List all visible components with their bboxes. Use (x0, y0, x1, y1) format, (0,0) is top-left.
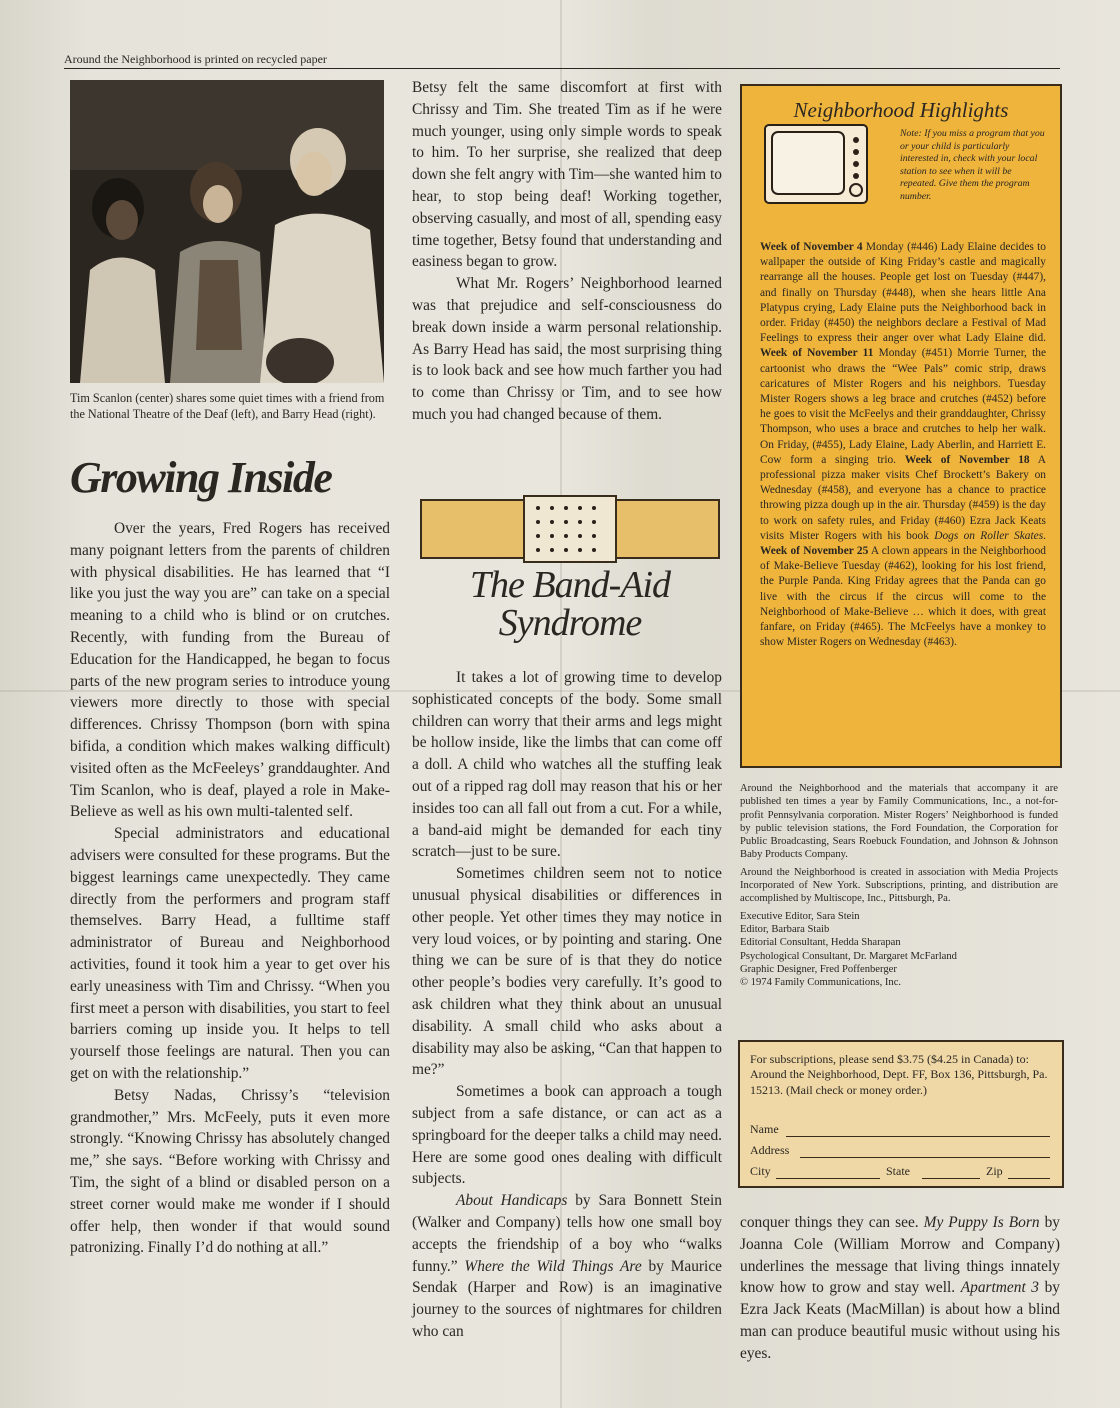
paragraph-books (412, 1190, 722, 1343)
book-text: by Maurice Sendak (Harper and Row) is an imaginative journey to the sources of nightmares for children who can (412, 1257, 722, 1340)
paragraph: Sometimes a book can approach a tough subject from a safe distance, or can act as a springboard for the deeper talks a child may need. Here are some good ones dealing with difficult subjects. (412, 1083, 722, 1188)
header-rule (64, 68, 1060, 69)
headline-band-aid-syndrome (410, 566, 730, 642)
header-tagline: Around the Neighborhood is printed on recycled paper (64, 52, 327, 66)
paragraph: Betsy felt the same discomfort at first with Chrissy and Tim. She treated Tim as if he were much younger, using only simple words to speak to him. To her surprise, she realized that deep down she felt angry with Tim—she wanted him to hear, to stop being deaf! Working together, observing casually, and most of all, spending easy time together, Betsy found that understanding and easiness began to grow. (412, 79, 722, 271)
headline-line-2: Syndrome (498, 602, 642, 644)
book-title: Where the Wild Things Are (464, 1257, 642, 1275)
television-icon (764, 124, 868, 204)
headline-line-1: The Band-Aid (469, 564, 671, 606)
article-column-2-top (412, 77, 722, 426)
book-title: About Handicaps (456, 1192, 568, 1210)
staff-line: Graphic Designer, Fred Poffenberger (740, 963, 897, 975)
credits-paragraph: Around the Neighborhood and the materials that accompany it are published ten times a year by Family Communications, Inc., a not-for-profit Pennsylvania corporation. Mister Rogers’ Neighborhood is funded by public television stations, the Ford Foundation, the Corporation for Public Broadcasting, Sears Roebuck Foundation, and Johnson & Johnson Baby Products Company. (740, 783, 1058, 861)
week-text: Monday (#451) Morrie Turner, the cartoonist who draws the “Wee Pals” comic strip, draws caricatures of Mister Rogers and his neighbors. Tuesday Mister Rogers shows a leg brace and crutches (#452) before he goes to visit the McFeelys and their granddaughter, Chrissy Thompson, who uses a brace and crutches to help her walk. On Friday, (#455), Lady Elaine, Lady Aberlin, and Harriett E. Cow form a singing trio. (760, 347, 1046, 466)
paragraph: It takes a lot of growing time to develop sophisticated concepts of the body. Some small children can worry that their arms and legs might be hollow inside, like the limbs that can come off a doll. A child who watches all the stuffing leak out of a ripped rag doll may reason that his or her insides too can all fall out from a cut. For a while, a band-aid might be demanded for each tiny scratch—just to be sure. (412, 669, 722, 861)
article-column-2-bottom (412, 667, 722, 1343)
highlights-title: Neighborhood Highlights (793, 98, 1009, 122)
week-text: A clown appears in the Neighborhood of Make-Believe Tuesday (#462), looking for his lost friend, the Purple Panda. King Friday agrees that the Panda can go live with the circus if the circus will come to the Neighborhood of Make-Believe … which it does, with great fanfare, on Friday (#465). The McFeelys have a monkey to show Mister Rogers on Wednesday (#463). (760, 545, 1046, 649)
publisher-credits (740, 782, 1058, 989)
book-title: My Puppy Is Born (923, 1214, 1040, 1231)
state-label: State (886, 1164, 910, 1178)
state-field[interactable] (922, 1178, 980, 1179)
week-text: Monday (#446) Lady Elaine decides to wallpaper the outside of King Friday’s castle and magically rearrange all the houses. People get lost on Tuesday (#447), and finally on Thursday (#448), when she hears little Ana Platypus crying, Lady Elaine puts the Neighborhood back in order. Friday (#450) the neighbors declare a Festival of Mad Feelings to express their anger over what Lady Elaine did. (760, 241, 1046, 345)
highlights-note: Note: If you miss a program that you or your child is particularly interested in, check with your local station to see when it will be repeated. Give them the program number. (900, 128, 1045, 202)
week-label: Week of November 18 (904, 453, 1030, 466)
book-text: by Ezra Jack Keats (MacMillan) is about how a blind man can produce beautiful music without using his eyes. (740, 1279, 1060, 1362)
address-label: Address (750, 1143, 790, 1157)
paragraph: What Mr. Rogers’ Neighborhood learned was that prejudice and self-consciousness do break down inside a warm personal relationship. As Barry Head has said, the most surprising thing is to look back and see how much farther you had to come than Chrissy or Tim, and to see how much you had changed because of them. (412, 275, 722, 423)
paragraph: Sometimes children seem not to notice unusual physical disabilities or differences in other people. Yet other times they may notice in very loud voices, or by pointing and staring. One thing we can be sure of is that they do notice other people’s bodies very carefully. It’s good to ask children what they think about an unusual disability. A small child who asks about a disability may also be asking, “Can that happen to me?” (412, 865, 722, 1079)
staff-line: Executive Editor, Sara Stein (740, 910, 860, 922)
staff-line: Editor, Barbara Staib (740, 923, 830, 935)
staff-line: Psychological Consultant, Dr. Margaret McFarland (740, 950, 957, 962)
staff-list (740, 910, 1058, 990)
staff-line: Editorial Consultant, Hedda Sharapan (740, 937, 901, 949)
credits-paragraph: Around the Neighborhood is created in association with Media Projects Incorporated of New York. Subscriptions, printing, and distribution are accomplished by Multiscope, Inc., Pittsburgh, Pa. (740, 866, 1058, 905)
name-field[interactable] (786, 1136, 1050, 1137)
band-aid-illustration (420, 494, 720, 564)
zip-field[interactable] (1008, 1178, 1050, 1179)
city-label: City (750, 1164, 771, 1178)
book-title: Apartment 3 (960, 1279, 1040, 1297)
paragraph-books (740, 1212, 1060, 1365)
paragraph: Over the years, Fred Rogers has received many poignant letters from the parents of children with physical disabilities. He has learned that “I like you just the way you are” can take on a special meaning to a child who is blind or on crutches. Recently, with funding from the Bureau of Education for the Handicapped, he began to focus parts of the new program series to introduce young viewers more directly to those with special differences. Chrissy Thompson (born with spina bifida, a condition which makes walking difficult) visited often as the McFeeleys’ granddaughter. And Tim Scanlon, who is deaf, played a role in Make-Believe as well as his own multi-talented self. (70, 520, 390, 821)
week-label: Week of November 4 (760, 241, 863, 253)
week-text: . (1043, 529, 1046, 542)
article-column-1 (70, 518, 390, 1259)
name-label: Name (750, 1122, 779, 1136)
subscription-form (738, 1040, 1064, 1188)
book-text: conquer things they can see. (740, 1214, 924, 1231)
week-label: Week of November 11 (760, 347, 874, 360)
subscription-instructions: For subscriptions, please send $3.75 ($4.25 in Canada) to: Around the Neighborhood, Dept. FF, Box 136, Pittsburgh, Pa. 15213. (Mail check or money order.) (750, 1052, 1048, 1097)
address-field[interactable] (800, 1157, 1050, 1158)
book-text: by Joanna Cole (William Morrow and Company) underlines the message that living things innately know how to grow and stay well. (740, 1214, 1060, 1297)
zip-label: Zip (986, 1164, 1003, 1178)
week-text: A professional pizza maker visits Chef Brockett’s Bakery on Wednesday (#458), and everyone has a chance to practice throwing pizza dough up in the air. Thursday (#459) is the day to work on safety rules, and Friday (#460) Ezra Jack Keats visits Mister Rogers with his book (760, 453, 1046, 542)
week-label: Week of November 25 (760, 545, 869, 558)
book-title: Dogs on Roller Skates (934, 529, 1044, 542)
book-text: by Sara Bonnett Stein (Walker and Company) tells how one small boy accepts the friendship of a boy who “walks funny.” (412, 1192, 722, 1275)
headline-growing-inside: Growing Inside (70, 453, 332, 502)
photo-caption: Tim Scanlon (center) shares some quiet times with a friend from the National Theatre of the Deaf (left), and Barry Head (right). (70, 391, 385, 421)
paragraph: Betsy Nadas, Chrissy’s “television grandmother,” Mrs. McFeely, puts it even more strongly. “Knowing Chrissy has absolutely changed me,” she says. “Before working with Chrissy and Tim, the sight of a blind or disabled person on a street corner would make me wonder if I should offer help, then wonder if that would sound patronizing. Finally I’d do nothing at all.” (70, 1086, 390, 1257)
city-field[interactable] (776, 1178, 880, 1179)
highlights-schedule (760, 240, 1046, 650)
article-column-3-bottom (740, 1212, 1060, 1365)
photo-tim-scanlon (70, 80, 384, 383)
paragraph: Special administrators and educational advisers were consulted for these programs. But the biggest learnings came unexpectedly. They came directly from the performers and program staff themselves. Barry Head, a fulltime staff administrator of Bureau and Neighborhood activities, found it took him a year to get over his early uneasiness with Tim and Chrissy. “When you first meet a person with disabilities, you start to feel barriers coming up inside you. It helps to tell yourself those feelings are natural. Then you can get on with the relationship.” (70, 825, 390, 1082)
copyright-line: © 1974 Family Communications, Inc. (740, 977, 902, 989)
neighborhood-highlights-box (740, 84, 1062, 768)
